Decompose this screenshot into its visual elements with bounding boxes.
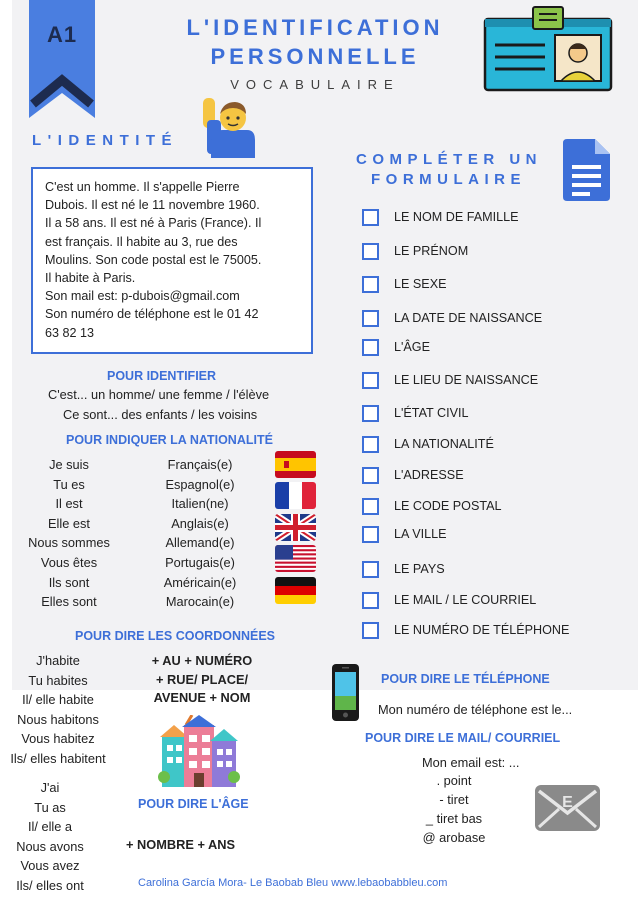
conjugation-line: J'ai (40, 780, 60, 795)
conjugation-line: J'habite (36, 653, 80, 668)
nationality-adjective: Espagnol(e) (165, 476, 235, 492)
form-field-label: LA DATE DE NAISSANCE (394, 311, 543, 325)
person-raising-hand-icon (201, 96, 257, 158)
checkbox[interactable] (362, 405, 379, 422)
nationality-adjective: Allemand(e) (165, 535, 235, 551)
paragraph-line: Son mail est: p-dubois@gmail.com (45, 289, 240, 304)
identify-line-2: Ce sont... des enfants / les voisins (63, 407, 258, 422)
nationality-adjective: Marocain(e) (165, 594, 235, 610)
nationality-adjective: Américain(e) (163, 574, 237, 590)
checkbox[interactable] (362, 592, 379, 609)
pronoun: Vous êtes (40, 554, 98, 570)
phone-sentence: Mon numéro de téléphone est le... (378, 702, 573, 717)
form-field-label: L'ÂGE (394, 340, 431, 354)
nationality-adjective: Portugais(e) (165, 554, 235, 570)
avoir-conjugation (0, 778, 100, 896)
pronoun: Nous sommes (28, 535, 110, 551)
identity-heading: L'IDENTITÉ (32, 132, 179, 149)
email-heading: POUR DIRE LE MAIL/ COURRIEL (365, 731, 561, 745)
form-field-label: LE PRÉNOM (394, 244, 469, 258)
conjugation-line: Vous avez (20, 858, 80, 874)
spain-flag-icon (275, 451, 316, 478)
page-title-line1: L'IDENTIFICATION (186, 15, 444, 40)
conjugation-line: Il/ elle a (27, 819, 73, 835)
email-symbol: - tiret (439, 792, 469, 807)
city-buildings-icon (158, 715, 240, 787)
pronoun: Je suis (49, 457, 89, 472)
nationality-adjective: Français(e) (167, 457, 233, 472)
identity-paragraph-box (31, 167, 313, 354)
identify-line-1: C'est... un homme/ une femme / l'élève (48, 387, 270, 402)
conjugation-line: Nous avons (16, 838, 84, 854)
habiter-conjugation (0, 651, 116, 769)
pronoun: Ils sont (48, 574, 90, 590)
svg-text:E: E (562, 794, 573, 811)
conjugation-line: Nous habitons (17, 711, 99, 727)
address-rule-line: + AU + NUMÉRO (151, 653, 253, 668)
checkbox[interactable] (362, 209, 379, 226)
footer-credit: Carolina García Mora- Le Baobab Bleu www.lebaobabbleu.com (138, 877, 448, 889)
age-heading: POUR DIRE L'ÂGE (138, 797, 249, 811)
form-field-label: L'ÉTAT CIVIL (394, 406, 469, 420)
checkbox[interactable] (362, 276, 379, 293)
germany-flag-icon (275, 577, 316, 604)
form-field-label: LA NATIONALITÉ (394, 437, 494, 451)
envelope-icon (533, 783, 602, 833)
checkbox[interactable] (362, 561, 379, 578)
checkbox[interactable] (362, 310, 379, 327)
page-title-line2: PERSONNELLE (210, 44, 420, 69)
checkbox[interactable] (362, 339, 379, 356)
document-icon (563, 139, 610, 201)
email-symbol: @ arobase (422, 830, 486, 845)
form-field-label: L'ADRESSE (394, 468, 464, 482)
form-field-label: LE MAIL / LE COURRIEL (394, 593, 537, 607)
conjugation-line: Ils/ elles habitent (10, 750, 106, 766)
paragraph-line: 63 82 13 (45, 325, 95, 340)
email-symbols (406, 771, 502, 847)
conjugation-line: Il/ elle habite (22, 692, 94, 708)
form-field-label: LE CODE POSTAL (394, 499, 502, 513)
pronoun: Elles sont (41, 594, 97, 610)
paragraph-line: Moulins. Son code postal est le 75005. (45, 252, 262, 267)
uk-flag-icon (275, 514, 316, 541)
nationality-heading: POUR INDIQUER LA NATIONALITÉ (66, 433, 273, 447)
phone-heading: POUR DIRE LE TÉLÉPHONE (381, 672, 550, 686)
pronoun: Il est (55, 496, 83, 512)
paragraph-line: Son numéro de téléphone est le 01 42 (45, 307, 259, 322)
level-ribbon-icon (29, 0, 95, 118)
address-rule-line: AVENUE + NOM (153, 690, 251, 705)
checkbox[interactable] (362, 372, 379, 389)
paragraph-line: Il a 58 ans. Il est né à Paris (France). Il (45, 216, 262, 231)
address-heading: POUR DIRE LES COORDONNÉES (75, 629, 276, 643)
email-symbol: . point (436, 773, 472, 788)
usa-flag-icon (275, 545, 316, 572)
email-symbol: _ tiret bas (425, 811, 483, 826)
id-card-icon (483, 5, 613, 92)
pronoun: Elle est (48, 515, 90, 531)
form-field-label: LE SEXE (394, 277, 447, 291)
paragraph-line: est français. Il habite au 3, rue des (45, 234, 238, 249)
nationality-pronoun-column (14, 455, 124, 612)
form-heading-line1: COMPLÉTER UN (356, 151, 542, 168)
age-rule: + NOMBRE + ANS (126, 837, 236, 852)
level-badge: A1 (46, 22, 78, 47)
checkbox[interactable] (362, 243, 379, 260)
paragraph-line: Il habite à Paris. (45, 271, 136, 286)
conjugation-line: Tu as (34, 799, 66, 815)
paragraph-line: C'est un homme. Il s'appelle Pierre (45, 180, 240, 194)
nationality-adjective-column (144, 455, 256, 612)
form-field-label: LA VILLE (394, 527, 447, 541)
email-sentence: Mon email est: ... (422, 755, 520, 770)
nationality-adjective: Anglais(e) (171, 515, 229, 531)
form-field-label: LE PAYS (394, 562, 445, 576)
checkbox[interactable] (362, 622, 379, 639)
form-field-label: LE LIEU DE NAISSANCE (394, 373, 539, 387)
address-rule (138, 652, 266, 708)
identify-heading: POUR IDENTIFIER (107, 369, 217, 383)
pronoun: Tu es (53, 476, 85, 492)
form-heading-line2: FORMULAIRE (371, 171, 526, 188)
conjugation-line: Ils/ elles ont (16, 877, 84, 893)
nationality-adjective: Italien(ne) (171, 496, 229, 512)
checkbox[interactable] (362, 498, 379, 515)
checkbox[interactable] (362, 467, 379, 484)
address-rule-line: + RUE/ PLACE/ (155, 671, 249, 687)
paragraph-line: Dubois. Il est né le 11 novembre 1960. (45, 198, 260, 213)
page-subtitle: VOCABULAIRE (230, 77, 400, 92)
france-flag-icon (275, 482, 316, 509)
checkbox[interactable] (362, 436, 379, 453)
conjugation-line: Tu habites (28, 672, 88, 688)
conjugation-line: Vous habitez (21, 731, 95, 747)
form-field-label: LE NOM DE FAMILLE (394, 210, 519, 224)
form-field-label: LE NUMÉRO DE TÉLÉPHONE (394, 623, 570, 637)
smartphone-icon (332, 664, 359, 721)
checkbox[interactable] (362, 526, 379, 543)
